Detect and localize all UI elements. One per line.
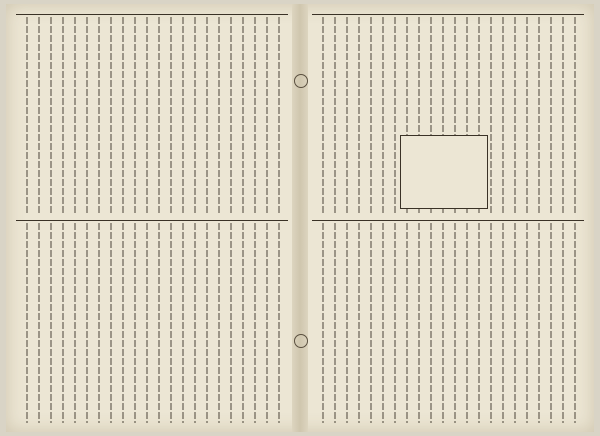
right-top-article [312, 14, 584, 215]
left-bottom-article [16, 220, 288, 423]
inset-caption [405, 140, 483, 204]
left-page [16, 14, 288, 422]
gutter-mark-lower [294, 334, 308, 348]
text-columns [16, 223, 288, 423]
right-bottom-article [312, 220, 584, 423]
left-top-article [16, 14, 288, 215]
newspaper-spread [6, 4, 594, 432]
gutter-mark-upper [294, 74, 308, 88]
center-gutter [292, 4, 308, 432]
text-columns [16, 17, 288, 215]
right-page [312, 14, 584, 422]
text-columns [312, 223, 584, 423]
inset-box [400, 135, 488, 209]
